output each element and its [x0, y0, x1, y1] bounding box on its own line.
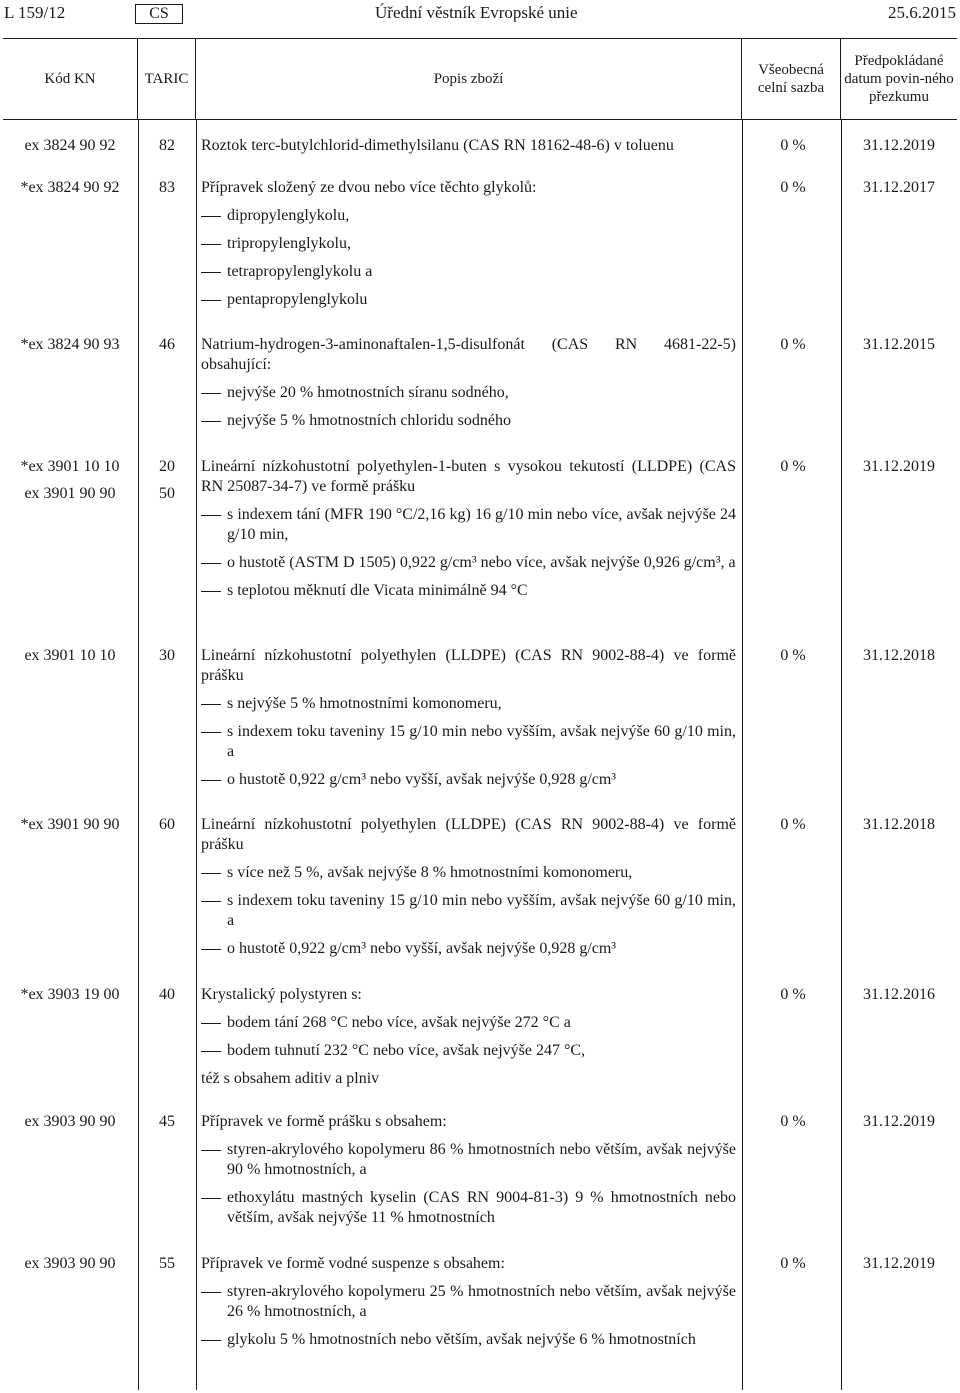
taric-cell — [138, 1110, 196, 1134]
review-date: 31.12.2019 — [863, 1255, 935, 1272]
description-text: Přípravek ve formě prášku s obsahem: — [201, 1113, 447, 1130]
table-header — [3, 39, 957, 120]
taric-code: 83 — [159, 179, 175, 196]
description-item: bodem tání 268 °C nebo více, avšak nejvýše 272 °C a — [201, 1013, 736, 1033]
duty-rate: 0 % — [780, 336, 806, 353]
col-header-rate: Všeobecná celní sazba — [742, 39, 841, 119]
description-text: Natrium-hydrogen-3-aminonaftalen-1,5-disulfonát (CAS RN 4681-22-5) obsahující: — [201, 336, 736, 373]
cn-code: ex 3901 90 90 — [24, 485, 116, 502]
description-item: bodem tuhnutí 232 °C nebo více, avšak nejvýše 247 °C, — [201, 1041, 736, 1061]
review-date: 31.12.2018 — [863, 816, 935, 833]
column-divider — [196, 119, 197, 1390]
cn-code: ex 3903 90 90 — [24, 1113, 116, 1130]
description-item: s teplotou měknutí dle Vicata minimálně 94 °C — [201, 581, 736, 601]
description-item: styren-akrylového kopolymeru 86 % hmotnostních nebo větším, avšak nejvýše 90 % hmotnostních, a — [201, 1140, 736, 1180]
cn-code: *ex 3824 90 92 — [20, 179, 120, 196]
col-header-kn: Kód KN — [3, 39, 138, 119]
taric-code: 46 — [159, 336, 175, 353]
taric-code: 20 — [159, 458, 175, 475]
description-item: nejvýše 20 % hmotnostních síranu sodného, — [201, 383, 736, 403]
description-text: Lineární nízkohustotní polyethylen (LLDPE) (CAS RN 9002-88-4) ve formě prášku — [201, 647, 736, 684]
duty-rate: 0 % — [780, 647, 806, 664]
taric-cell — [138, 644, 196, 668]
description-item: dipropylenglykolu, — [201, 206, 736, 226]
column-divider — [742, 119, 743, 1390]
publication-date: 25.6.2015 — [888, 3, 956, 22]
description-item: s indexem toku taveniny 15 g/10 min nebo vyšším, avšak nejvýše 60 g/10 min, a — [201, 891, 736, 931]
taric-cell — [138, 1252, 196, 1276]
taric-cell — [138, 134, 196, 158]
description-item: ethoxylátu mastných kyselin (CAS RN 9004-81-3) 9 % hmotnostních nebo větším, avšak nejvýše 11 % hmotnostních — [201, 1188, 736, 1228]
cn-code-cell — [3, 644, 137, 668]
description-note: též s obsahem aditiv a plniv — [201, 1070, 380, 1087]
review-date: 31.12.2019 — [863, 137, 935, 154]
description-cell — [201, 176, 736, 310]
col-header-until: Předpokládané datum povin-ného přezkumu — [844, 53, 954, 105]
description-item: s indexem toku taveniny 15 g/10 min nebo vyšším, avšak nejvýše 60 g/10 min, a — [201, 722, 736, 762]
duty-rate: 0 % — [780, 458, 806, 475]
page-header — [0, 0, 960, 28]
cn-code: ex 3901 10 10 — [24, 647, 116, 664]
cn-code-cell — [3, 1110, 137, 1134]
taric-code: 82 — [159, 137, 175, 154]
description-item: tetrapropylenglykolu a — [201, 262, 736, 282]
description-item: nejvýše 5 % hmotnostních chloridu sodného — [201, 411, 736, 431]
cn-code-cell — [3, 983, 137, 1007]
cn-code: *ex 3903 19 00 — [20, 986, 120, 1003]
taric-cell — [138, 176, 196, 200]
description-text: Krystalický polystyren s: — [201, 986, 362, 1003]
cn-code-cell — [3, 813, 137, 837]
description-cell — [201, 134, 736, 156]
cn-code-cell — [3, 333, 137, 357]
cn-code-cell — [3, 176, 137, 200]
page-number: L 159/12 — [4, 3, 66, 22]
description-text: Roztok terc-butylchlorid-dimethylsilanu (CAS RN 18162-48-6) v toluenu — [201, 137, 674, 154]
description-text: Přípravek ve formě vodné suspenze s obsahem: — [201, 1255, 505, 1272]
review-date: 31.12.2019 — [863, 1113, 935, 1130]
description-cell — [201, 813, 736, 959]
description-item: styren-akrylového kopolymeru 25 % hmotnostních nebo větším, avšak nejvýše 26 % hmotnostních, a — [201, 1282, 736, 1322]
review-date: 31.12.2019 — [863, 458, 935, 475]
description-item: o hustotě (ASTM D 1505) 0,922 g/cm³ nebo více, avšak nejvýše 0,926 g/cm³, a — [201, 553, 736, 573]
duty-rate: 0 % — [780, 1255, 806, 1272]
journal-title: Úřední věstník Evropské unie — [375, 3, 578, 22]
cn-code: *ex 3901 10 10 — [20, 458, 120, 475]
description-cell — [201, 455, 736, 601]
taric-cell — [138, 983, 196, 1007]
duty-rate: 0 % — [780, 137, 806, 154]
review-date: 31.12.2018 — [863, 647, 935, 664]
description-item: o hustotě 0,922 g/cm³ nebo vyšší, avšak nejvýše 0,928 g/cm³ — [201, 770, 736, 790]
review-date: 31.12.2017 — [863, 179, 935, 196]
cn-code: ex 3903 90 90 — [24, 1255, 116, 1272]
description-text: Přípravek složený ze dvou nebo více těchto glykolů: — [201, 179, 537, 196]
taric-code: 40 — [159, 986, 175, 1003]
taric-cell — [138, 333, 196, 357]
description-text: Lineární nízkohustotní polyethylen-1-buten s vysokou tekutostí (LLDPE) (CAS RN 25087-34-7) ve formě prášku — [201, 458, 736, 495]
duty-rate: 0 % — [780, 179, 806, 196]
language-badge: CS — [135, 4, 183, 24]
cn-code-cell — [3, 1252, 137, 1276]
duty-rate: 0 % — [780, 1113, 806, 1130]
description-cell — [201, 333, 736, 431]
taric-cell — [138, 455, 196, 506]
review-date: 31.12.2015 — [863, 336, 935, 353]
taric-code: 55 — [159, 1255, 175, 1272]
description-item: s nejvýše 5 % hmotnostními komonomeru, — [201, 694, 736, 714]
description-item: s indexem tání (MFR 190 °C/2,16 kg) 16 g/10 min nebo více, avšak nejvýše 24 g/10 min, — [201, 505, 736, 545]
review-date: 31.12.2016 — [863, 986, 935, 1003]
taric-cell — [138, 813, 196, 837]
description-item: o hustotě 0,922 g/cm³ nebo vyšší, avšak nejvýše 0,928 g/cm³ — [201, 939, 736, 959]
taric-code: 30 — [159, 647, 175, 664]
taric-code: 60 — [159, 816, 175, 833]
description-item: s více než 5 %, avšak nejvýše 8 % hmotnostními komonomeru, — [201, 863, 736, 883]
description-item: glykolu 5 % hmotnostních nebo větším, avšak nejvýše 6 % hmotnostních — [201, 1330, 736, 1350]
column-divider — [841, 119, 842, 1390]
cn-code: *ex 3824 90 93 — [20, 336, 120, 353]
column-divider — [138, 119, 139, 1390]
description-cell — [201, 644, 736, 790]
description-cell — [201, 1110, 736, 1228]
description-item: tripropylenglykolu, — [201, 234, 736, 254]
cn-code: *ex 3901 90 90 — [20, 816, 120, 833]
description-item: pentapropylenglykolu — [201, 290, 736, 310]
taric-code: 50 — [159, 485, 175, 502]
description-cell — [201, 1252, 736, 1350]
duty-rate: 0 % — [780, 986, 806, 1003]
col-header-desc: Popis zboží — [196, 39, 742, 119]
description-text: Lineární nízkohustotní polyethylen (LLDPE) (CAS RN 9002-88-4) ve formě prášku — [201, 816, 736, 853]
cn-code-cell — [3, 455, 137, 506]
cn-code: ex 3824 90 92 — [24, 137, 116, 154]
cn-code-cell — [3, 134, 137, 158]
duty-rate: 0 % — [780, 816, 806, 833]
description-cell — [201, 983, 736, 1089]
taric-code: 45 — [159, 1113, 175, 1130]
col-header-taric: TARIC — [138, 39, 196, 119]
